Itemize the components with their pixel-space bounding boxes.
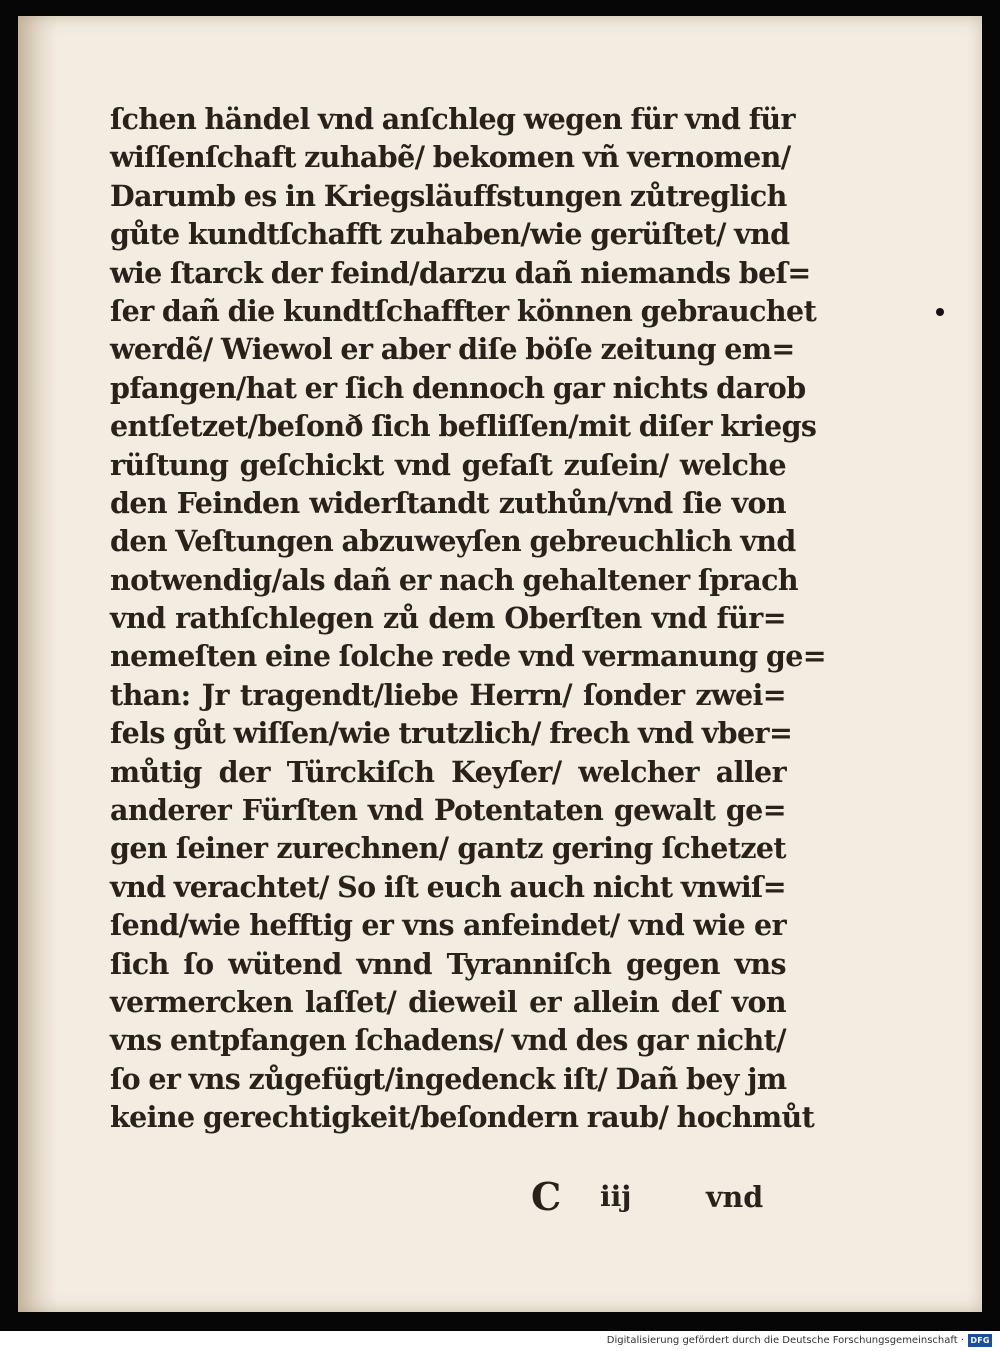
signature-mark-letter: C (531, 1174, 562, 1219)
text-line: anderer Fürſten vnd Potentaten gewalt ge= (110, 793, 786, 828)
text-line: den Feinden widerſtandt zuthůn/vnd ſie von (110, 485, 786, 520)
signature-line (18, 1174, 982, 1220)
dfg-logo: DFG (968, 1334, 992, 1347)
text-line: vnd rathſchlegen zů dem Oberſten vnd für= (110, 601, 786, 636)
text-line: Darumb es in Kriegsläuffstungen zůtreglich (110, 178, 787, 213)
text-line: nemeſten eine ſolche rede vnd vermanung ge= (110, 639, 827, 674)
text-line: den Veſtungen abzuweyſen gebreuchlich vnd (110, 524, 796, 559)
text-line: vnd verachtet/ So iſt euch auch nicht vnwiſ= (110, 869, 786, 904)
text-line: than: Jr tragendt/liebe Herrn/ ſonder zwei= (110, 677, 786, 712)
text-line: vns entpfangen ſchadens/ vnd des gar nicht/ (110, 1023, 786, 1058)
page-text-block (110, 100, 827, 1137)
text-line: ſer dañ die kundtſchaffter können gebrauchet (110, 293, 817, 328)
book-page (18, 16, 982, 1312)
page-gutter-shadow (18, 16, 58, 1312)
text-line: notwendig/als dañ er nach gehaltener ſprach (110, 562, 799, 597)
text-line: ſchen händel vnd anſchleg wegen für vnd für (110, 102, 795, 136)
catchword: vnd (706, 1180, 764, 1214)
text-line: gůte kundtſchafft zuhaben/wie gerüſtet/ vnd (110, 217, 790, 252)
margin-ink-dot (936, 308, 944, 316)
text-line: ſo er vns zůgefügt/ingedenck iſt/ Dañ bey jm (110, 1061, 787, 1096)
text-line: keine gerechtigkeit/beſondern raub/ hochmůt (110, 1100, 815, 1135)
text-line: gen ſeiner zurechnen/ gantz gering ſchetzet (110, 831, 786, 866)
signature-mark-numeral: iij (600, 1180, 632, 1213)
text-line: můtig der Türckiſch Keyſer/ welcher aller (110, 754, 786, 789)
text-line: werdẽ/ Wiewol er aber diſe böſe zeitung em= (110, 332, 795, 367)
text-line: pfangen/hat er ſich dennoch gar nichts darob (110, 370, 806, 405)
text-line: vermercken laſſet/ dieweil er allein deſ von (110, 984, 786, 1019)
text-line: entſetzet/beſonð ſich befliſſen/mit diſer kriegs (110, 409, 817, 444)
funding-credit-text: Digitalisierung gefördert durch die Deutsche Forschungsgemeinschaft · (606, 1335, 964, 1346)
text-line: fels gůt wiſſen/wie trutzlich/ frech vnd vber= (110, 716, 793, 751)
text-line: wie ſtarck der feind/darzu dañ niemands beſ= (110, 255, 811, 290)
text-line: ſend/wie hefftig er vns anfeindet/ vnd wie er (110, 908, 786, 943)
digitization-footer (0, 1331, 1000, 1351)
text-line: rüſtung geſchickt vnd gefaſt zuſein/ welche (110, 447, 786, 482)
text-line: ſich ſo wütend vnnd Tyranniſch gegen vns (110, 946, 786, 981)
text-line: wiſſenſchaft zuhabẽ/ bekomen vñ vernomen/ (110, 140, 791, 175)
